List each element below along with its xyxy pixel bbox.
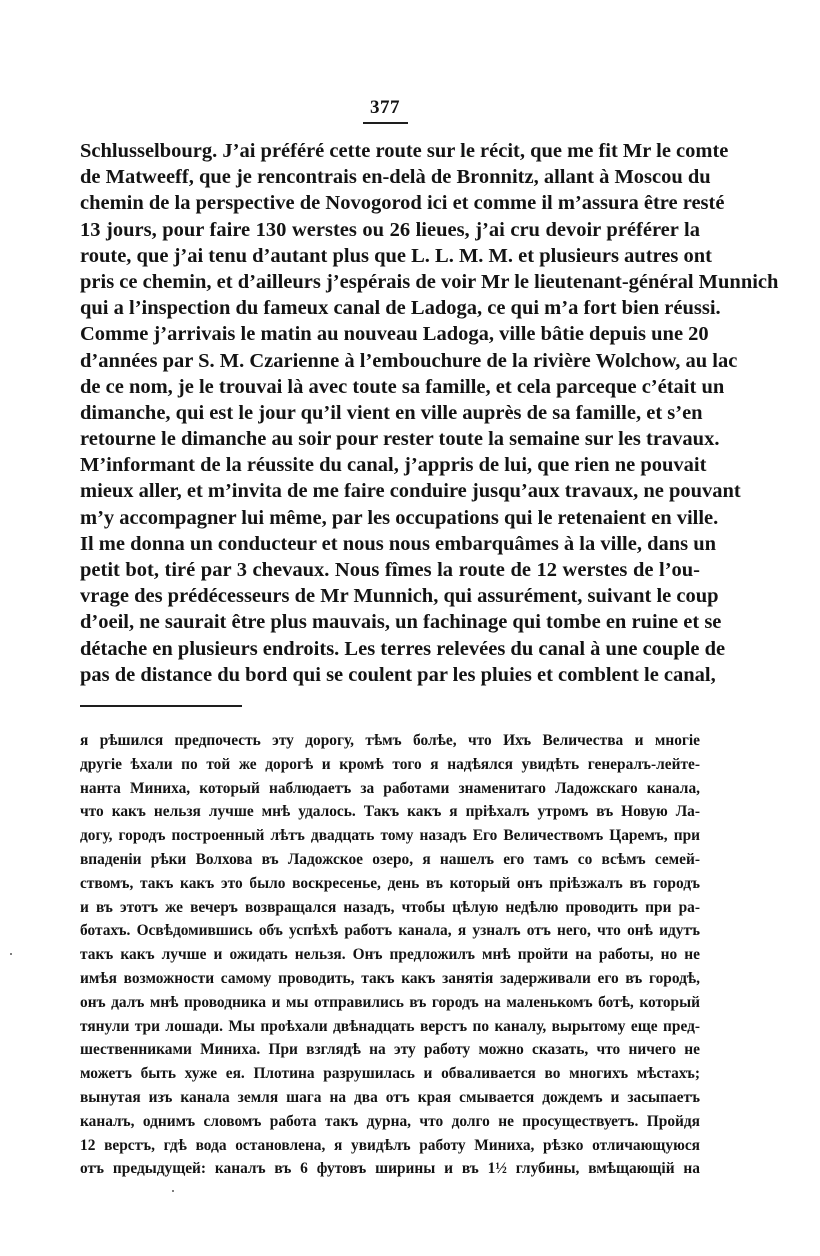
footnote-line: онъ далъ мнѣ проводника и мы отправились въ городъ на маленькомъ ботѣ, который	[80, 993, 700, 1011]
footnote-line: такъ какъ лучше и ожидать нельзя. Онъ предложилъ мнѣ пройти на работы, но не	[80, 946, 700, 964]
footnote-line: имѣя возможности самому проводить, такъ какъ занятія задерживали его въ городѣ,	[80, 969, 700, 987]
footnote-line: каналъ, однимъ словомъ работа такъ дурна, что долго не просуществуетъ. Пройдя	[80, 1112, 700, 1130]
footnote-line: и въ этотъ же вечеръ возвращался назадъ, чтобы цѣлую недѣлю проводить при ра-	[80, 898, 700, 916]
main-text-line: d’oeil, ne saurait être plus mauvais, un fachinage qui tombe en ruine et se	[80, 611, 722, 634]
main-text-line: retourne le dimanche au soir pour rester toute la semaine sur les travaux.	[80, 428, 720, 451]
main-text-line: dimanche, qui est le jour qu’il vient en ville auprès de sa famille, et s’en	[80, 401, 703, 424]
main-text-line: qui a l’inspection du fameux canal de Ladoga, ce qui m’a fort bien réussi.	[80, 297, 721, 320]
main-text-line: pris ce chemin, et d’ailleurs j’espérais de voir Mr le lieutenant-général Munnich	[80, 270, 779, 293]
main-text-line: détache en plusieurs endroits. Les terres relevées du canal à une couple de	[80, 637, 726, 660]
main-text-line: d’années par S. M. Czarienne à l’embouchure de la rivière Wolchow, au lac	[80, 349, 738, 372]
scan-speck	[172, 1190, 174, 1192]
main-text-line: pas de distance du bord qui se coulent par les pluies et comblent le canal,	[80, 663, 716, 686]
main-text-line: M’informant de la réussite du canal, j’appris de lui, que rien ne pouvait	[80, 454, 707, 477]
main-text-line: 13 jours, pour faire 130 werstes ou 26 lieues, j’ai cru devoir préférer la	[80, 218, 700, 241]
page-number: 377	[370, 97, 400, 118]
footnote-line: ботахъ. Освѣдомившись объ успѣхѣ работъ канала, я узналъ отъ него, что онѣ идутъ	[80, 922, 700, 940]
footnote-line: ствомъ, такъ какъ это было воскресенье, день въ который онъ пріѣзжалъ въ городъ	[80, 874, 700, 892]
main-text-line: petit bot, tiré par 3 chevaux. Nous fîmes la route de 12 werstes de l’ou-	[80, 559, 700, 581]
footnote-line: впаденіи рѣки Волхова въ Ладожское озеро, я нашелъ его тамъ со всѣмъ семей-	[80, 850, 700, 868]
footnote-line: 12 верстъ, гдѣ вода остановлена, я увидѣлъ работу Миниха, рѣзко отличающуюся	[80, 1136, 700, 1154]
main-text-line: vrage des prédécesseurs de Mr Munnich, qui assurément, suivant le coup	[80, 585, 719, 608]
footnote-line: нанта Миниха, который наблюдаетъ за работами знаменитаго Ладожскаго канала,	[80, 779, 700, 797]
footnote-line: я рѣшился предпочесть эту дорогу, тѣмъ болѣе, что Ихъ Величества и многіе	[80, 732, 700, 749]
main-text-line: Comme j’arrivais le matin au nouveau Ladoga, ville bâtie depuis une 20	[80, 323, 709, 346]
main-text-line: de ce nom, je le trouvai là avec toute sa famille, et cela parceque c’était un	[80, 375, 725, 398]
main-text-line: Il me donna un conducteur et nous nous embarquâmes à la ville, dans un	[80, 532, 717, 555]
footnote-line: тянули три лошади. Мы проѣхали двѣнадцать верстъ по каналу, вырытому еще пред-	[80, 1017, 700, 1035]
scan-speck	[10, 953, 12, 955]
main-text-line: de Matweeff, que je rencontrais en-delà de Bronnitz, allant à Moscou du	[80, 166, 711, 189]
page-number-underline	[363, 122, 408, 124]
footnote-line: можетъ быть хуже ея. Плотина разрушилась и обваливается во многихъ мѣстахъ;	[80, 1065, 700, 1083]
footnote-text	[80, 729, 700, 1181]
main-text-line: Schlusselbourg. J’ai préféré cette route sur le récit, que me fit Mr le comte	[80, 140, 729, 162]
main-text-line: route, que j’ai tenu d’autant plus que L. L. M. M. et plusieurs autres ont	[80, 244, 712, 267]
main-text-line: mieux aller, et m’invita de me faire conduire jusqu’aux travaux, ne pouvant	[80, 480, 741, 503]
footnote-line: что какъ нельзя лучше мнѣ удалось. Такъ какъ я пріѣхалъ утромъ въ Новую Ла-	[80, 803, 700, 821]
footnote-line: догу, городъ построенный лѣтъ двадцать тому назадъ Его Величествомъ Царемъ, при	[80, 827, 700, 845]
footnote-line: вынутая изъ канала земля шага на два отъ края смывается дождемъ и засыпаетъ	[80, 1088, 700, 1106]
footnote-divider	[80, 705, 242, 707]
main-text-line: chemin de la perspective de Novogorod ici et comme il m’assura être resté	[80, 192, 725, 215]
main-text	[80, 138, 779, 688]
footnote-line: отъ предыдущей: каналъ въ 6 футовъ ширины и въ 1½ глубины, вмѣщающій на	[80, 1160, 700, 1178]
footnote-line: другіе ѣхали по той же дорогѣ и кромѣ того я надѣялся увидѣть генералъ-лейте-	[80, 755, 700, 773]
footnote-line: шественниками Миниха. При взглядѣ на эту работу можно сказать, что ничего не	[80, 1041, 700, 1059]
main-text-line: m’y accompagner lui même, par les occupations qui le retenaient en ville.	[80, 506, 719, 529]
